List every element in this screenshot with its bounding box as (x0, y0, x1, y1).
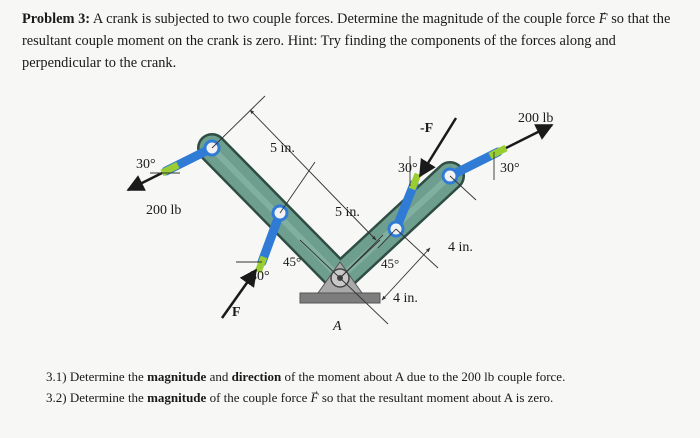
label-5in-a: 5 in. (270, 141, 295, 156)
q1-prefix: 3.1) Determine the (46, 369, 144, 384)
q1-suffix: of the moment about A due to the 200 lb couple force. (284, 369, 566, 384)
q2-suffix: so that the resultant moment about A is zero. (321, 390, 554, 405)
label-200lb-left: 200 lb (146, 203, 182, 218)
q1-bold-magnitude: magnitude (147, 369, 207, 384)
problem-label: Problem 3: (22, 11, 91, 27)
q2-bold-magnitude: magnitude (147, 390, 207, 405)
label-30-left: 30° (136, 157, 156, 172)
label-point-a: A (333, 319, 342, 334)
label-30-bottom: 30° (250, 269, 270, 284)
q2-mid: of the couple force (209, 390, 308, 405)
label-200lb-top: 200 lb (518, 111, 554, 126)
q2-prefix: 3.2) Determine the (46, 390, 144, 405)
label-45-left: 45° (283, 254, 302, 269)
label-neg-f: -F (420, 121, 434, 136)
q2-vector-f: → F (311, 390, 319, 405)
questions (46, 366, 686, 408)
problem-text-1: A crank is subjected to two couple forces. Determine the magnitude of the couple force (92, 11, 596, 27)
label-4in-b: 4 in. (393, 291, 418, 306)
problem-text-2: so that the resultant couple moment on the crank is zero. Hint: Try finding the components of the forces along and perpendicular to the crank. (22, 11, 671, 71)
vector-f-symbol: → F (599, 11, 608, 27)
label-30-mid: 30° (398, 161, 418, 176)
question-3-2 (46, 387, 686, 408)
label-f: F (232, 305, 241, 320)
label-5in-b: 5 in. (335, 205, 360, 220)
label-4in-a: 4 in. (448, 240, 473, 255)
question-3-1 (46, 366, 686, 387)
q1-bold-direction: direction (231, 369, 282, 384)
label-45-right: 45° (381, 256, 400, 271)
label-30-right: 30° (500, 161, 520, 176)
q1-mid: and (209, 369, 229, 384)
